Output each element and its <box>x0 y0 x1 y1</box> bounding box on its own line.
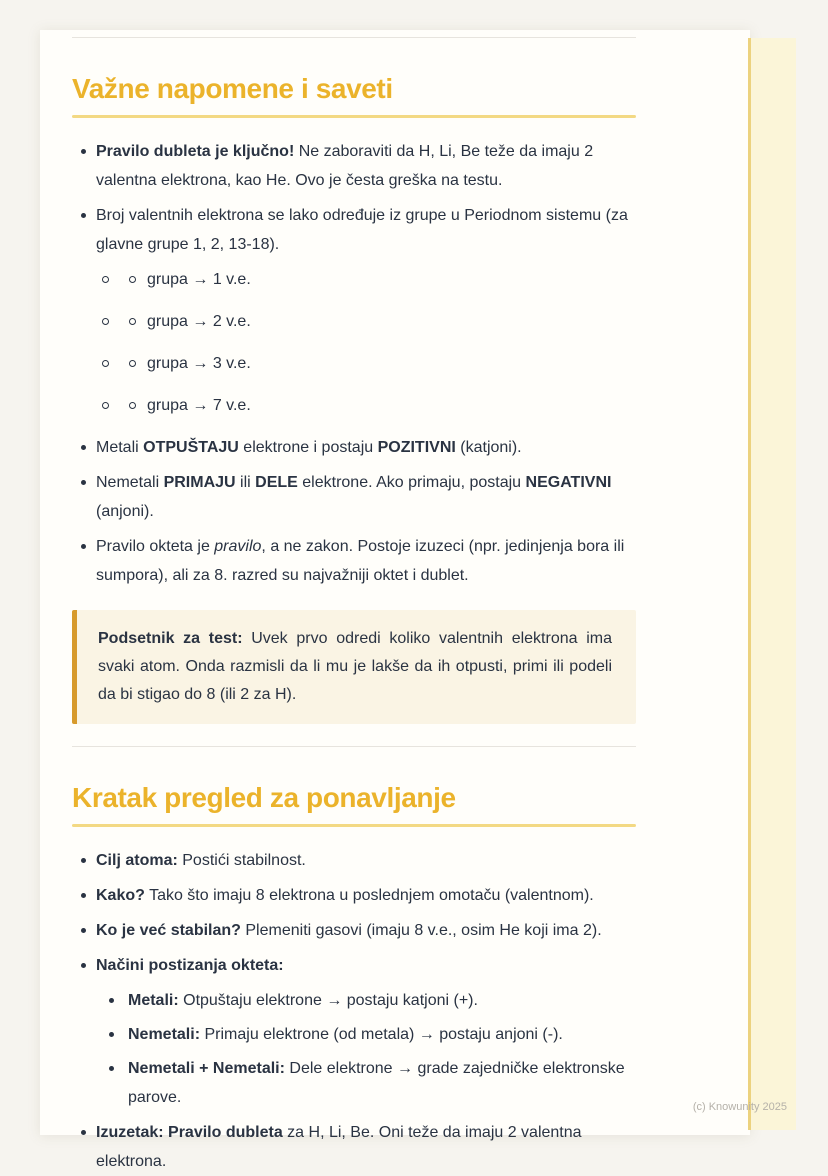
list-item-text <box>96 532 636 590</box>
sub-list <box>72 986 636 1112</box>
text-run: (anjoni). <box>96 503 154 520</box>
text-run: Cilj atoma: <box>96 852 178 869</box>
text-run: Izuzetak: Pravilo dubleta <box>96 1124 283 1141</box>
text-run: Ne zaboraviti da H, Li, Be teže da imaju 2 valentna elektrona, kao He. Ovo je česta greška na testu. <box>96 143 594 189</box>
list-item-text <box>96 201 636 259</box>
list-item <box>72 916 636 945</box>
callout-text <box>98 625 612 709</box>
title-underline <box>72 115 636 118</box>
title-underline <box>72 824 636 827</box>
text-run: grupa → 3 v.e. <box>147 355 251 372</box>
list-item-text <box>96 137 636 195</box>
list-item <box>72 881 636 910</box>
list-item <box>72 1118 636 1176</box>
bullet-list <box>72 846 636 1176</box>
list-item-text <box>128 986 636 1015</box>
text-run: pravilo <box>214 538 262 555</box>
copyright-footer: (c) Knowunity 2025 <box>692 1101 787 1113</box>
list-item <box>102 265 636 294</box>
bullet-marker <box>109 1032 114 1037</box>
text-run: grupa → 7 v.e. <box>147 397 251 414</box>
text-run: NEGATIVNI <box>525 474 612 491</box>
list-item <box>72 951 636 980</box>
page-content <box>72 37 636 1176</box>
bullet-marker <box>81 893 86 898</box>
list-item-text <box>96 1118 636 1176</box>
text-run: Metali: <box>128 992 179 1009</box>
text-run: PRIMAJU <box>163 474 236 491</box>
sub-list <box>72 265 636 420</box>
section-title: Važne napomene i saveti <box>72 73 393 104</box>
top-divider <box>72 37 636 38</box>
list-item-text <box>147 349 636 378</box>
bullet-marker <box>102 402 109 409</box>
list-item-text <box>96 468 636 526</box>
bullet-marker <box>102 360 109 367</box>
list-item-text <box>147 265 636 294</box>
text-run: Plemeniti gasovi (imaju 8 v.e., osim He koji ima 2). <box>240 922 602 939</box>
text-run: DELE <box>255 474 298 491</box>
text-run: za H, Li, Be. Oni teže da imaju 2 valentna elektrona. <box>96 1124 582 1170</box>
list-item <box>72 433 636 462</box>
text-run: Nemetali: <box>128 1026 201 1043</box>
text-run: elektrone i postaju <box>238 439 378 456</box>
text-run: Podsetnik za test: <box>98 630 243 647</box>
text-run: Uvek prvo odredi koliko valentnih elektrona ima svaki atom. Onda razmisli da li mu je lakše da ih otpusti, primi ili podeli da bi stigao do 8 (ili 2 za H). <box>98 630 612 703</box>
text-run: Primaju elektrone (od metala) → postaju anjoni (-). <box>200 1026 563 1043</box>
page-edge-ribbon <box>748 38 796 1130</box>
list-item <box>72 201 636 259</box>
list-item <box>72 532 636 590</box>
bullet-marker <box>129 360 136 367</box>
text-run: OTPUŠTAJU <box>143 439 239 456</box>
bullet-marker <box>129 402 136 409</box>
text-run: Otpuštaju elektrone → postaju katjoni (+). <box>178 992 478 1009</box>
text-run: Metali <box>96 439 144 456</box>
list-item-text <box>96 846 636 875</box>
text-run: Tako što imaju 8 elektrona u poslednjem omotaču (valentnom). <box>144 887 594 904</box>
bullet-marker <box>81 963 86 968</box>
bullet-marker <box>102 276 109 283</box>
list-item-text <box>147 391 636 420</box>
bullet-list <box>72 137 636 590</box>
text-run: Postići stabilnost. <box>177 852 306 869</box>
list-item-text <box>96 433 636 462</box>
bullet-marker <box>109 998 114 1003</box>
section-title: Kratak pregled za ponavljanje <box>72 782 456 813</box>
text-run: Kako? <box>96 887 145 904</box>
list-item <box>72 468 636 526</box>
bullet-marker <box>81 858 86 863</box>
document-page <box>40 30 750 1170</box>
text-run: Nemetali + Nemetali: <box>128 1060 285 1077</box>
list-item <box>109 986 636 1015</box>
text-run: Dele elektrone → grade zajedničke elektronske parove. <box>128 1060 625 1106</box>
text-run: grupa → 2 v.e. <box>147 313 251 330</box>
list-item-text <box>96 881 636 910</box>
text-run: ili <box>235 474 256 491</box>
text-run: POZITIVNI <box>377 439 456 456</box>
list-item <box>109 1020 636 1049</box>
list-item <box>72 137 636 195</box>
text-run: (katjoni). <box>455 439 522 456</box>
list-item <box>72 846 636 875</box>
text-run: Načini postizanja okteta: <box>96 957 284 974</box>
bullet-marker <box>129 276 136 283</box>
list-item <box>109 1054 636 1112</box>
text-run: Pravilo dubleta je ključno! <box>96 143 295 160</box>
reminder-callout <box>72 610 636 724</box>
bullet-marker <box>81 213 86 218</box>
bullet-marker <box>129 318 136 325</box>
list-item-text <box>147 307 636 336</box>
bullet-marker <box>81 1130 86 1135</box>
list-item <box>102 391 636 420</box>
text-run: grupa → 1 v.e. <box>147 271 251 288</box>
list-item-text <box>96 916 636 945</box>
bullet-marker <box>81 928 86 933</box>
list-item <box>102 307 636 336</box>
bullet-marker <box>109 1066 114 1071</box>
list-item-text <box>96 951 636 980</box>
text-run: Ko je već stabilan? <box>96 922 241 939</box>
section-kratak-pregled <box>72 781 636 1176</box>
bullet-marker <box>81 544 86 549</box>
text-run: Broj valentnih elektrona se lako određuje iz grupe u Periodnom sistemu (za glavne grupe 1, 2, 13-18). <box>96 207 628 253</box>
section-vazne-napomene <box>72 72 636 724</box>
list-item-text <box>128 1054 636 1112</box>
bullet-marker <box>81 149 86 154</box>
bullet-marker <box>102 318 109 325</box>
section-divider <box>72 746 636 747</box>
text-run: elektrone. Ako primaju, postaju <box>297 474 526 491</box>
list-item-text <box>128 1020 636 1049</box>
text-run: Pravilo okteta je <box>96 538 215 555</box>
bullet-marker <box>81 445 86 450</box>
text-run: , a ne zakon. Postoje izuzeci (npr. jedinjenja bora ili sumpora), ali za 8. razred su najvažniji oktet i dublet. <box>96 538 625 584</box>
text-run: Nemetali <box>96 474 164 491</box>
bullet-marker <box>81 480 86 485</box>
list-item <box>102 349 636 378</box>
